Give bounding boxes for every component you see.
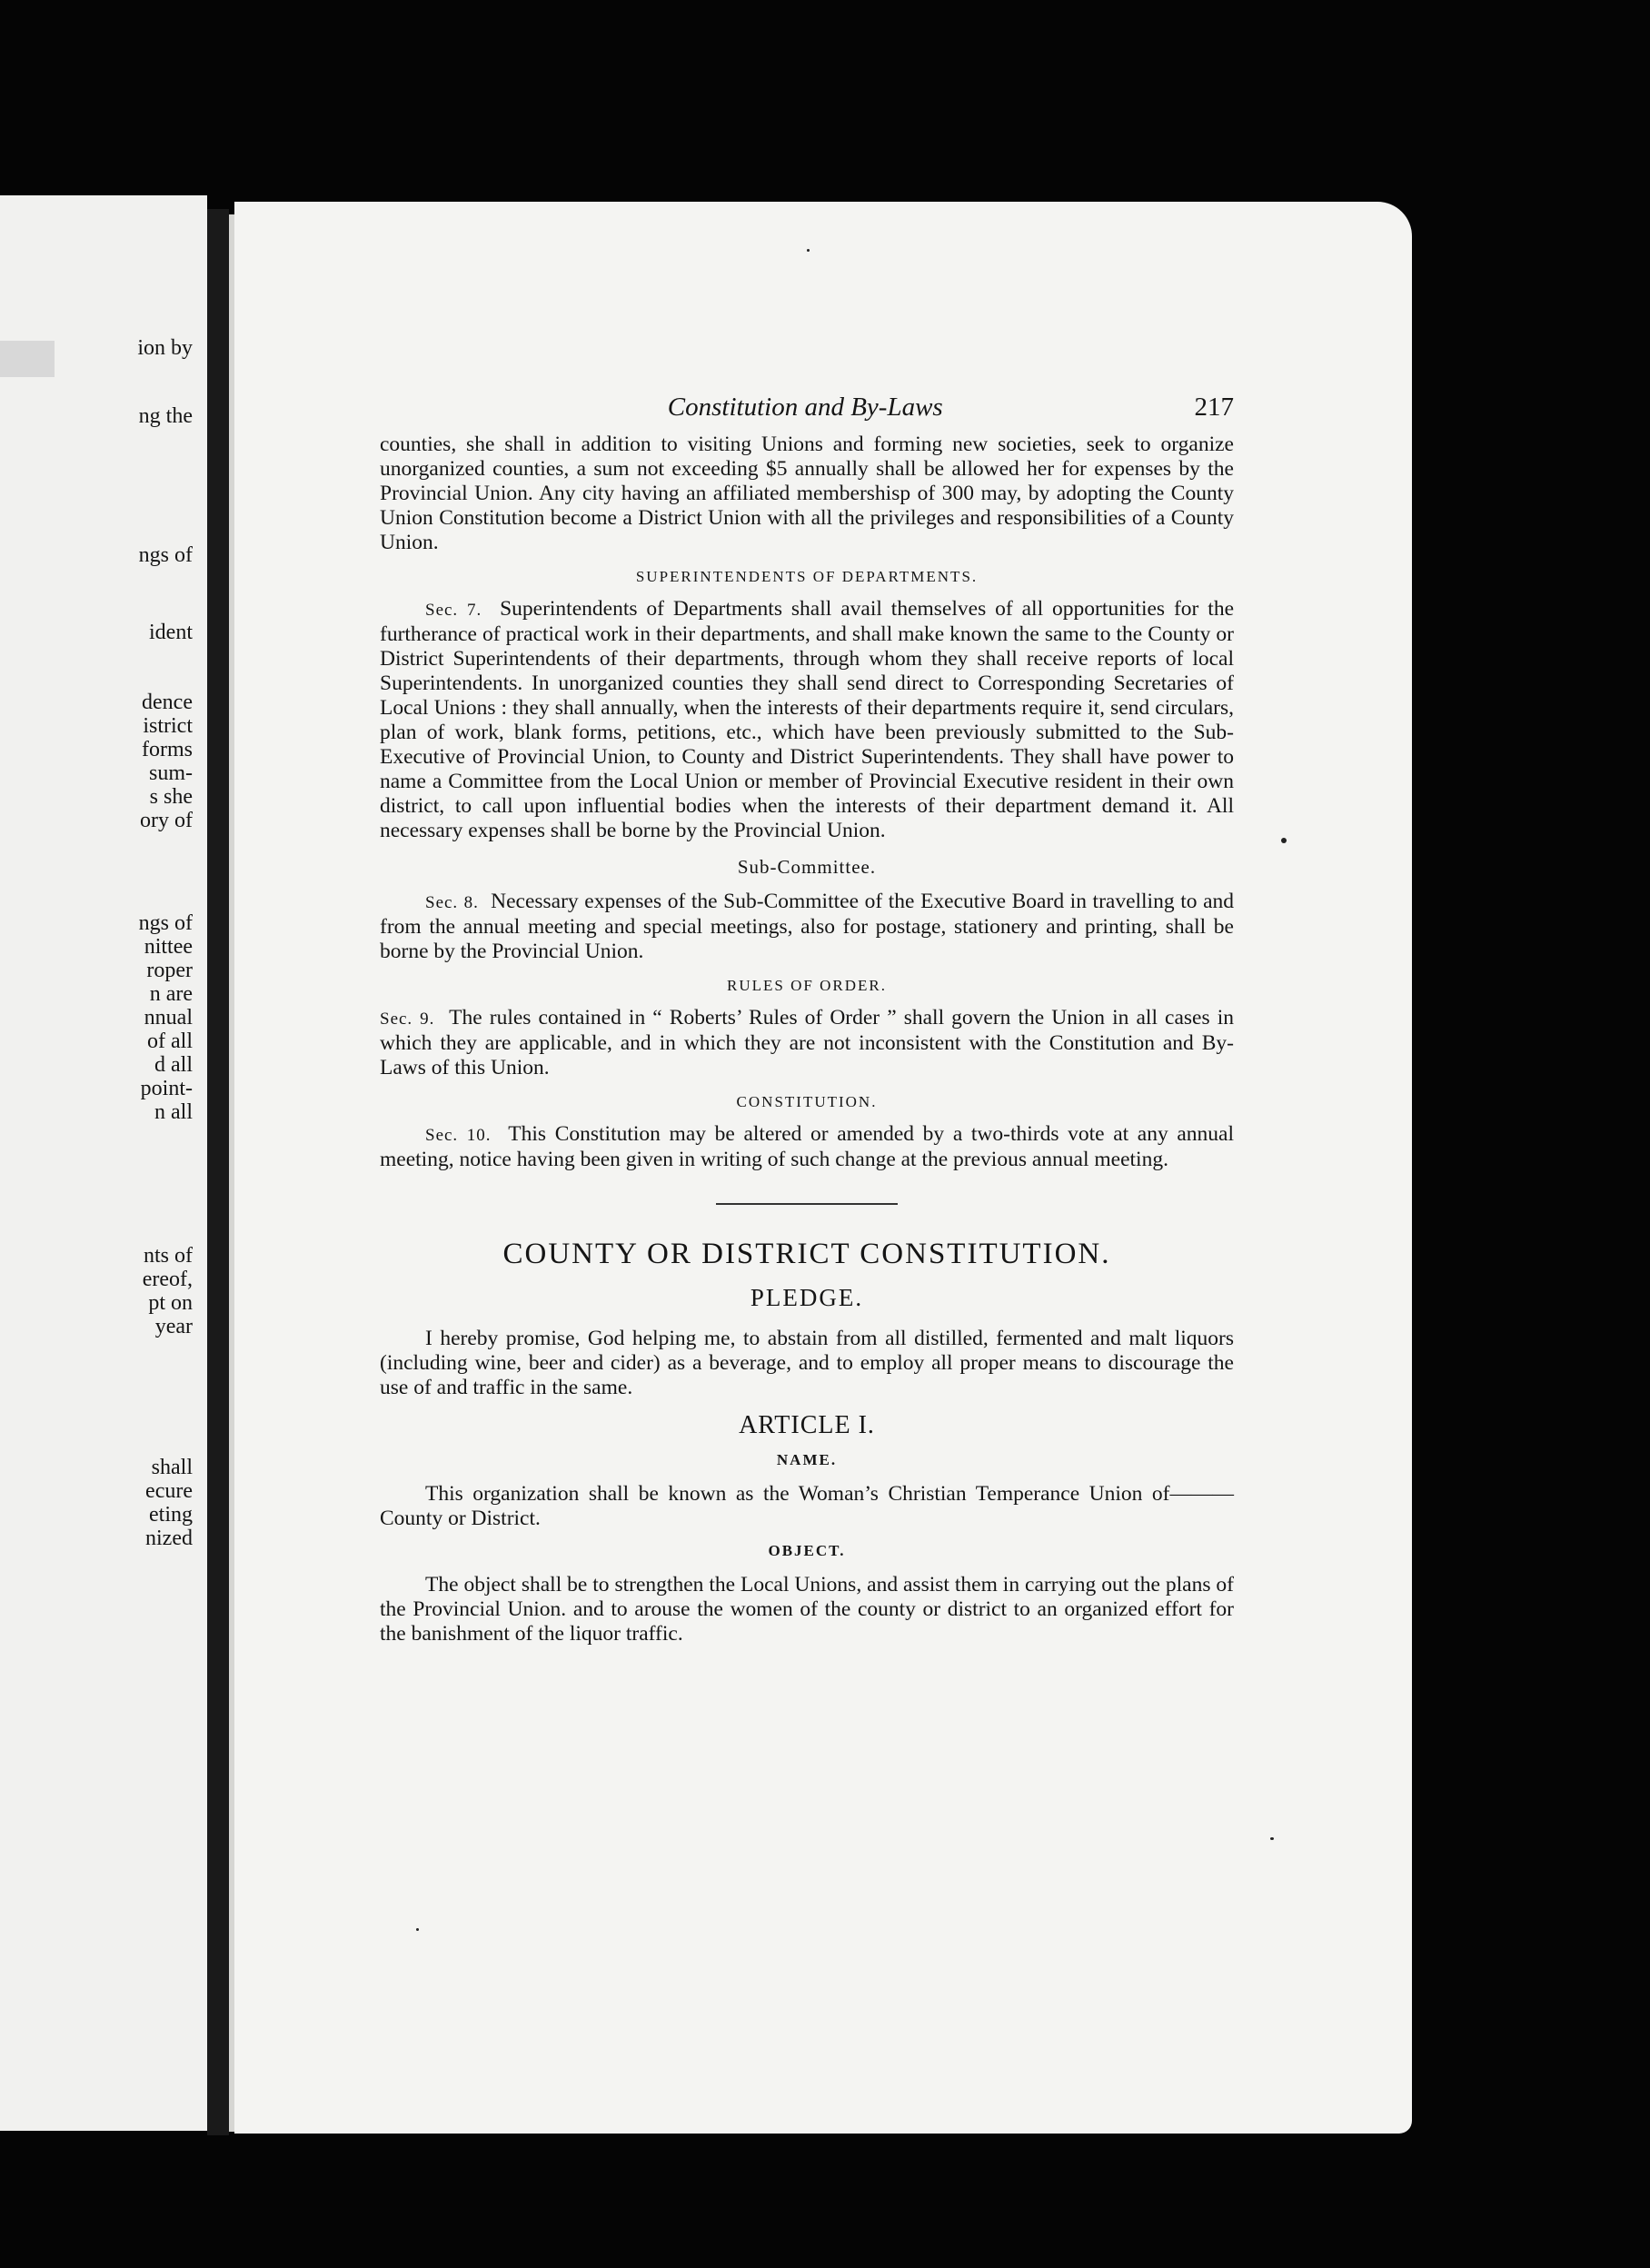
facing-page-line-fragment: year bbox=[154, 1315, 193, 1338]
facing-page-line-fragment: of all bbox=[147, 1030, 193, 1053]
facing-page-line-fragment: roper bbox=[146, 959, 193, 982]
facing-page-line-fragment: ion by bbox=[137, 336, 193, 360]
facing-page-line-fragment: eting bbox=[149, 1503, 193, 1527]
facing-page-line-fragment: ngs of bbox=[138, 543, 193, 567]
running-head-title: Constitution and By-Laws bbox=[667, 393, 943, 422]
facing-page-line-fragment: pt on bbox=[148, 1291, 193, 1315]
facing-page-line-fragment: nittee bbox=[144, 935, 193, 959]
facing-page-line-fragment: n all bbox=[154, 1100, 193, 1124]
heading-rules-of-order: RULES OF ORDER. bbox=[727, 977, 887, 994]
facing-page-line-fragment: ereof, bbox=[142, 1268, 193, 1291]
facing-page-line-fragment: sum- bbox=[149, 761, 193, 785]
heading-constitution: CONSTITUTION. bbox=[736, 1093, 878, 1110]
section-8-text: Necessary expenses of the Sub-Committee of the Executive Board in travelling to and from the annual meeting and special meetings, also for postage, stationery and printing, shall be borne by the Provincial Union. bbox=[380, 890, 1234, 963]
facing-page-fragment bbox=[0, 195, 207, 2131]
facing-page-line-fragment: point- bbox=[140, 1077, 193, 1100]
section-8-label: Sec. 8. bbox=[425, 893, 479, 912]
facing-page-line-fragment: forms bbox=[142, 738, 193, 761]
print-speck bbox=[1281, 838, 1287, 843]
page-number: 217 bbox=[1194, 393, 1234, 422]
pledge-text: I hereby promise, God helping me, to abstain from all distilled, fermented and malt liquors (including wine, beer and cider) as a beverage, and to employ all proper means to discourage the use of and traffic in the same. bbox=[380, 1327, 1234, 1399]
facing-page-line-fragment: shall bbox=[151, 1456, 193, 1479]
book-gutter bbox=[207, 209, 229, 2135]
book-page bbox=[234, 202, 1412, 2134]
facing-page-line-fragment: n are bbox=[149, 982, 193, 1006]
section-divider-rule bbox=[716, 1203, 898, 1205]
section-7-text: Superintendents of Departments shall avail themselves of all opportunities for the furtherance of practical work in their departments, and shall make known the same to the County or District Superintendents of their departments, through whom they shall receive reports of local Superintendents. In unorganized counties they shall send direct to Corresponding Secretaries of Local Unions : they shall annually, when the interests of their departments require it, send circulars, plan of work, blank forms, petitions, etc., which have been previously submitted to the Sub-Executive of Provincial Union, to County and District Superintendents. They shall have power to name a Committee from the Local Union or member of Provincial Executive resident in their own district, to call upon influential bodies when the interests of their department demand it. All necessary expenses shall be borne by the Provincial Union. bbox=[380, 597, 1235, 842]
section-10-label: Sec. 10. bbox=[425, 1126, 492, 1145]
facing-page-line-fragment: d all bbox=[154, 1053, 193, 1077]
facing-page-line-fragment: ng the bbox=[138, 404, 193, 428]
print-speck bbox=[807, 249, 810, 252]
facing-page-line-fragment: ident bbox=[149, 621, 193, 644]
facing-page-line-fragment: ory of bbox=[140, 809, 193, 832]
object-text: The object shall be to strengthen the Local Unions, and assist them in carrying out the plans of the Provincial Union. and to arouse the women of the county or district to an organized effort for the banishment of the liquor traffic. bbox=[380, 1573, 1234, 1646]
page-text-block bbox=[380, 393, 1234, 1646]
facing-page-corner bbox=[0, 341, 55, 377]
section-7-label: Sec. 7. bbox=[425, 601, 482, 620]
facing-page-line-fragment: ecure bbox=[145, 1479, 193, 1503]
heading-superintendents: SUPERINTENDENTS OF DEPARTMENTS. bbox=[635, 568, 979, 585]
section-9-text: The rules contained in “ Roberts’ Rules of Order ” shall govern the Union in all cases in which they are applicable, and in which they are not inconsistent with the Constitution and By-Laws of this Union. bbox=[380, 1006, 1234, 1079]
section-10-text: This Constitution may be altered or amended by a two-thirds vote at any annual meeting, notice having been given in writing of such change at the previous annual meeting. bbox=[380, 1122, 1235, 1171]
paragraph-county-expenses: counties, she shall in addition to visiting Unions and forming new societies, seek to organize unorganized counties, a sum not exceeding $5 annually shall be allowed her for expenses by the Provincial Union. Any city having an affiliated membershisp of 300 may, by adopting the County Union Constitution become a District Union with all the privileges and responsibilities of a County Union. bbox=[380, 433, 1234, 554]
pledge-heading: PLEDGE. bbox=[750, 1284, 864, 1311]
article-1-heading: ARTICLE I. bbox=[739, 1411, 875, 1439]
section-7 bbox=[380, 597, 1234, 843]
section-9-label: Sec. 9. bbox=[380, 1010, 435, 1029]
name-heading: NAME. bbox=[776, 1451, 838, 1468]
facing-page-line-fragment: dence bbox=[142, 691, 193, 714]
facing-page-line-fragment: nnual bbox=[144, 1006, 193, 1030]
facing-page-line-fragment: s she bbox=[149, 785, 193, 809]
facing-page-line-fragment: nts of bbox=[144, 1244, 193, 1268]
section-8 bbox=[380, 890, 1234, 964]
print-speck bbox=[1270, 1837, 1274, 1840]
county-constitution-title: COUNTY OR DISTRICT CONSTITUTION. bbox=[502, 1238, 1111, 1270]
name-text: This organization shall be known as the Woman’s Christian Temperance Union of———County or District. bbox=[380, 1482, 1234, 1530]
object-heading: OBJECT. bbox=[768, 1542, 846, 1559]
print-speck bbox=[416, 1928, 419, 1931]
section-9 bbox=[380, 1006, 1234, 1080]
facing-page-line-fragment: ngs of bbox=[138, 911, 193, 935]
heading-sub-committee: Sub-Committee. bbox=[737, 856, 877, 878]
facing-page-line-fragment: nized bbox=[145, 1527, 193, 1550]
running-head bbox=[380, 393, 1234, 429]
section-10 bbox=[380, 1122, 1234, 1172]
facing-page-line-fragment: istrict bbox=[143, 714, 193, 738]
